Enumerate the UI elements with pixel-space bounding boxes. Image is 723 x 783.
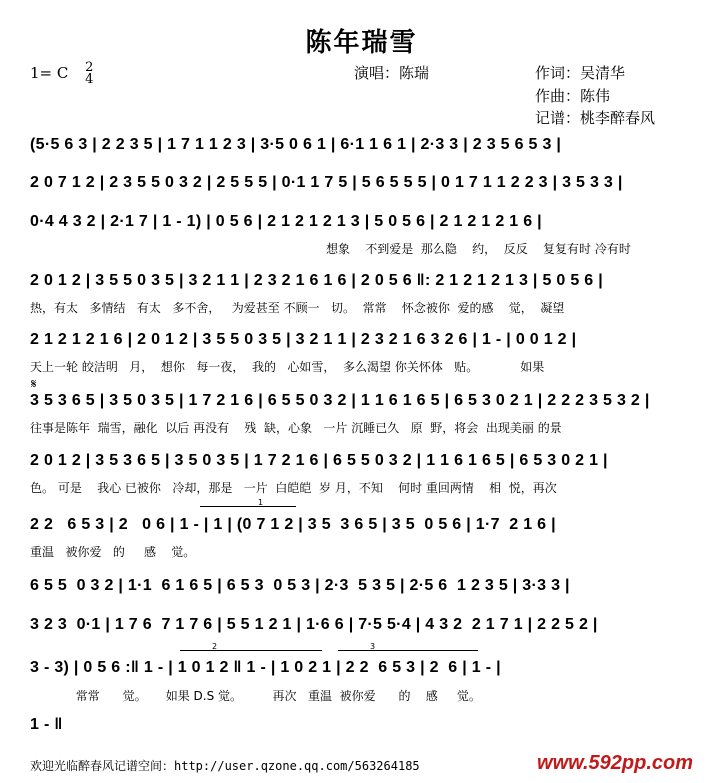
- notation-line: 3 - 3) | 0 5 6 :‖ 1 - | 1 0 1 2 ‖ 1 - | 1 0 2 1 | 2 2 6 5 3 | 2 6 | 1 - |: [30, 659, 501, 676]
- score-row-6: [30, 392, 695, 414]
- site-watermark: www.592pp.com: [537, 752, 693, 774]
- notation-line: (5·5 6 3 | 2 2 3 5 | 1 7 1 1 2 3 | 3·5 0 6 1 | 6·1 1 6 1 | 2·3 3 | 2 3 5 6 5 3 |: [30, 136, 562, 153]
- lyric-line: 天上一轮 皎洁明 月， 想你 每一夜， 我的 心如雪， 多么渴望 你关怀体 贴。 如果: [30, 360, 545, 374]
- score-row-5: [30, 331, 695, 353]
- score-row-2: [30, 174, 695, 196]
- notation-line: 2 0 1 2 | 3 5 5 0 3 5 | 3 2 1 1 | 2 3 2 1 6 1 6 | 2 0 5 6 ‖: 2 1 2 1 2 1 3 | 5 0 5 6 |: [30, 272, 603, 289]
- score-row-12: [30, 716, 695, 738]
- notation-line: 2 0 1 2 | 3 5 3 6 5 | 3 5 0 3 5 | 1 7 2 1 6 | 6 5 5 0 3 2 | 1 1 6 1 6 5 | 6 5 3 0 2 1 |: [30, 452, 608, 469]
- volta-bracket-2: [180, 650, 322, 651]
- notation-line: 3 2 3 0·1 | 1 7 6 7 1 7 6 | 5 5 1 2 1 | 1·6 6 | 7·5 5·4 | 4 3 2 2 1 7 1 | 2 2 5 2 |: [30, 616, 598, 633]
- notation-line: 2 2 6 5 3 | 2 0 6 | 1 - | 1 | (0 7 1 2 | 3 5 3 6 5 | 3 5 0 5 6 | 1·7 2 1 6 |: [30, 516, 556, 533]
- score-row-10: [30, 616, 695, 638]
- composer-credit: 作曲：陈伟: [535, 87, 611, 105]
- notation-line: 2 0 7 1 2 | 2 3 5 5 0 3 2 | 2 5 5 5 | 0·1 1 7 5 | 5 6 5 5 5 | 0 1 7 1 1 2 2 3 | 3 5 3 3 |: [30, 174, 623, 191]
- lyricist-credit: 作词：吴清华: [535, 64, 626, 82]
- score-row-1: [30, 136, 695, 158]
- time-signature: [85, 62, 93, 86]
- notation-line: 3 5 3 6 5 | 3 5 0 3 5 | 1 7 2 1 6 | 6 5 5 0 3 2 | 1 1 6 1 6 5 | 6 5 3 0 2 1 | 2 2 2 3 5 3 2 |: [30, 392, 650, 409]
- score-row-9: [30, 577, 695, 599]
- lyric-line: 往事是陈年 瑞雪，融化 以后 再没有 残 缺，心象 一片 沉睡已久 原 野，将会 出现美丽 的景: [30, 421, 562, 435]
- lyric-line: 热，有太 多情结 有太 多不舍， 为爱甚至 不顾一 切。 常常 怀念被你 爱的感 觉， 凝望: [30, 301, 565, 315]
- notation-line: 6 5 5 0 3 2 | 1·1 6 1 6 5 | 6 5 3 0 5 3 | 2·3 5 3 5 | 2·5 6 1 2 3 5 | 3·3 3 |: [30, 577, 570, 594]
- volta-bracket-1: [200, 506, 296, 507]
- notation-line: 0·4 4 3 2 | 2·1 7 | 1 - 1) | 0 5 6 | 2 1 2 1 2 1 3 | 5 0 5 6 | 2 1 2 1 2 1 6 |: [30, 213, 542, 230]
- notation-line: 1 - ‖: [30, 716, 63, 733]
- lyric-line: 色。 可是 我心 已被你 冷却，那是 一片 白皑皑 岁 月，不知 何时 重回两情 相 悦，再次: [30, 481, 557, 495]
- key-signature: [30, 62, 93, 86]
- volta-label-3: 3: [370, 642, 376, 651]
- lyric-line: 重温 被你爱 的 感 觉。: [30, 545, 196, 559]
- time-numerator: 2: [85, 60, 94, 75]
- key-label: 1= C: [30, 64, 69, 82]
- segno-sign: 𝄋: [31, 377, 37, 392]
- lyric-line: 常常 觉。 如果 D.S 觉。 再次 重温 被你爱 的 感 觉。: [30, 689, 481, 703]
- footer-text: 欢迎光临醉春风记谱空间：http://user.qzone.qq.com/563264185: [30, 759, 420, 773]
- volta-label-2: 2: [212, 642, 218, 651]
- singer-credit: 演唱：陈瑞: [354, 64, 430, 82]
- lyric-line: 想象 不到爱是 那么隐 约， 反反 复复有时 冷有时: [326, 242, 631, 256]
- volta-label-1: 1: [258, 498, 264, 507]
- song-title: 陈年瑞雪: [305, 28, 418, 58]
- score-row-8: [30, 516, 695, 538]
- notation-credit: 记谱：桃李醉春风: [535, 109, 656, 127]
- score-row-4: [30, 272, 695, 294]
- score-row-7: [30, 452, 695, 474]
- time-denominator: 4: [85, 72, 94, 87]
- score-row-3: [30, 213, 695, 235]
- volta-bracket-3: [338, 650, 478, 651]
- score-row-11: [30, 659, 695, 681]
- notation-line: 2 1 2 1 2 1 6 | 2 0 1 2 | 3 5 5 0 3 5 | 3 2 1 1 | 2 3 2 1 6 3 2 6 | 1 - | 0 0 1 2 |: [30, 331, 577, 348]
